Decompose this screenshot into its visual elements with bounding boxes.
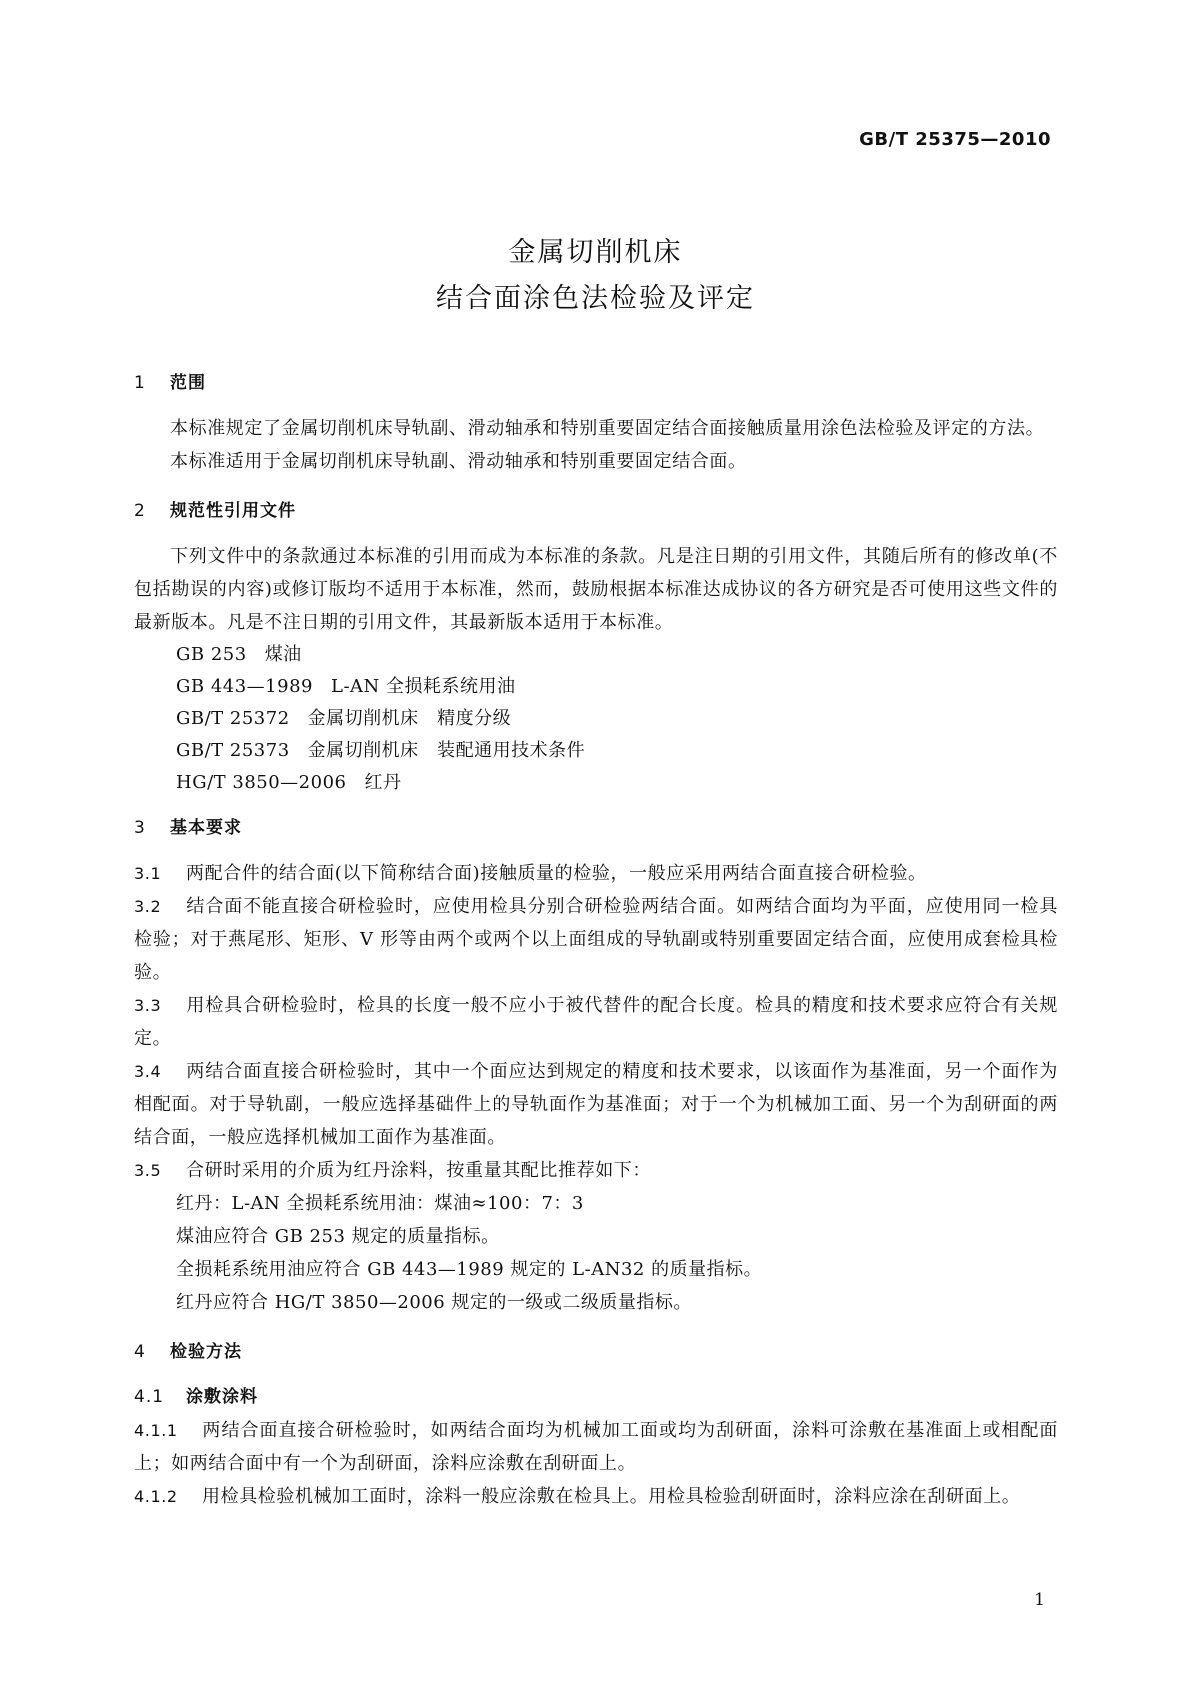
mix-ratio-item: 红丹应符合 HG/T 3850—2006 规定的一级或二级质量指标。 xyxy=(176,1292,692,1313)
reference-code: GB 443—1989 xyxy=(176,676,313,697)
clause-number: 4.1.2 xyxy=(134,1487,178,1506)
section-4-heading xyxy=(134,1337,1058,1367)
reference-title: 煤油 xyxy=(264,644,302,665)
reference-item xyxy=(134,767,1058,799)
section-1-heading xyxy=(134,368,1058,398)
standard-number: GB/T 25375—2010 xyxy=(859,129,1051,150)
section-number: 4 xyxy=(134,1342,146,1362)
section-title: 规范性引用文件 xyxy=(170,501,296,521)
clause-text: 两结合面直接合研检验时，如两结合面均为机械加工面或均为刮研面，涂料可涂敷在基准面上或相配面上；如两结合面中有一个为刮研面，涂料应涂敷在刮研面上。 xyxy=(134,1420,1058,1474)
clause-text: 两配合件的结合面(以下简称结合面)接触质量的检验，一般应采用两结合面直接合研检验。 xyxy=(186,863,927,884)
paragraph: 下列文件中的条款通过本标准的引用而成为本标准的条款。凡是注日期的引用文件，其随后所有的修改单(不包括勘误的内容)或修订版均不适用于本标准，然而，鼓励根据本标准达成协议的各方研究是否可使用这些文件的最新版本。凡是不注日期的引用文件，其最新版本适用于本标准。 xyxy=(134,546,1058,633)
section-number: 3 xyxy=(134,818,146,838)
clause-number: 3.5 xyxy=(134,1161,162,1180)
reference-title: L-AN 全损耗系统用油 xyxy=(331,676,516,697)
reference-title: 金属切削机床 精度分级 xyxy=(307,708,512,729)
reference-title: 金属切削机床 装配通用技术条件 xyxy=(307,740,586,761)
section-number: 1 xyxy=(134,373,146,393)
clause-text: 用检具合研检验时，检具的长度一般不应小于被代替件的配合长度。检具的精度和技术要求应符合有关规定。 xyxy=(134,995,1058,1049)
title-line-1: 金属切削机床 xyxy=(508,237,683,268)
reference-item xyxy=(134,735,1058,767)
subsection-4-1-heading xyxy=(134,1381,1058,1414)
reference-code: HG/T 3850—2006 xyxy=(176,772,347,793)
section-title: 检验方法 xyxy=(170,1342,242,1362)
clause-number: 3.1 xyxy=(134,864,162,883)
paragraph: 本标准规定了金属切削机床导轨副、滑动轴承和特别重要固定结合面接触质量用涂色法检验及评定的方法。 xyxy=(170,418,1045,439)
clause-3-2 xyxy=(134,890,1058,989)
subsection-title: 涂敷涂料 xyxy=(186,1387,258,1407)
section-title: 基本要求 xyxy=(170,818,242,838)
clause-4-1-1 xyxy=(134,1414,1058,1480)
section-3-heading xyxy=(134,813,1058,843)
subsection-number: 4.1 xyxy=(134,1387,165,1407)
reference-code: GB/T 25372 xyxy=(176,708,290,729)
clause-3-4 xyxy=(134,1055,1058,1154)
clause-4-1-2 xyxy=(134,1480,1058,1513)
mix-ratio-item: 煤油应符合 GB 253 规定的质量指标。 xyxy=(176,1226,500,1247)
paragraph: 本标准适用于金属切削机床导轨副、滑动轴承和特别重要固定结合面。 xyxy=(170,451,747,472)
mix-ratio-item: 全损耗系统用油应符合 GB 443—1989 规定的 L-AN32 的质量指标。 xyxy=(176,1259,763,1280)
clause-3-5 xyxy=(134,1154,1058,1187)
reference-item xyxy=(134,639,1058,671)
reference-code: GB 253 xyxy=(176,644,247,665)
clause-number: 3.2 xyxy=(134,897,162,916)
clause-number: 3.4 xyxy=(134,1062,162,1081)
clause-number: 4.1.1 xyxy=(134,1421,178,1440)
clause-text: 合研时采用的介质为红丹涂料，按重量其配比推荐如下： xyxy=(186,1160,651,1181)
clause-text: 结合面不能直接合研检验时，应使用检具分别合研检验两结合面。如两结合面均为平面，应使用同一检具检验；对于燕尾形、矩形、V 形等由两个或两个以上面组成的导轨副或特别重要固定结合面，应使用成套检具检验。 xyxy=(134,896,1058,983)
clause-3-3 xyxy=(134,989,1058,1055)
clause-3-1 xyxy=(134,857,1058,890)
reference-item xyxy=(134,671,1058,703)
section-title: 范围 xyxy=(170,373,206,393)
clause-text: 用检具检验机械加工面时，涂料一般应涂敷在检具上。用检具检验刮研面时，涂料应涂在刮研面上。 xyxy=(202,1486,1021,1507)
page-number: 1 xyxy=(1034,1590,1045,1610)
document-body xyxy=(134,368,1058,1513)
clause-number: 3.3 xyxy=(134,996,162,1015)
section-2-heading xyxy=(134,496,1058,526)
reference-title: 红丹 xyxy=(364,772,402,793)
section-number: 2 xyxy=(134,501,146,521)
clause-text: 两结合面直接合研检验时，其中一个面应达到规定的精度和技术要求，以该面作为基准面，另一个面作为相配面。对于导轨副，一般应选择基础件上的导轨面作为基准面；对于一个为机械加工面、另一个为刮研面的两结合面，一般应选择机械加工面作为基准面。 xyxy=(134,1061,1058,1148)
reference-item xyxy=(134,703,1058,735)
title-line-2: 结合面涂色法检验及评定 xyxy=(436,283,755,314)
reference-code: GB/T 25373 xyxy=(176,740,290,761)
mix-ratio-item: 红丹：L-AN 全损耗系统用油：煤油≈100：7：3 xyxy=(176,1193,584,1214)
